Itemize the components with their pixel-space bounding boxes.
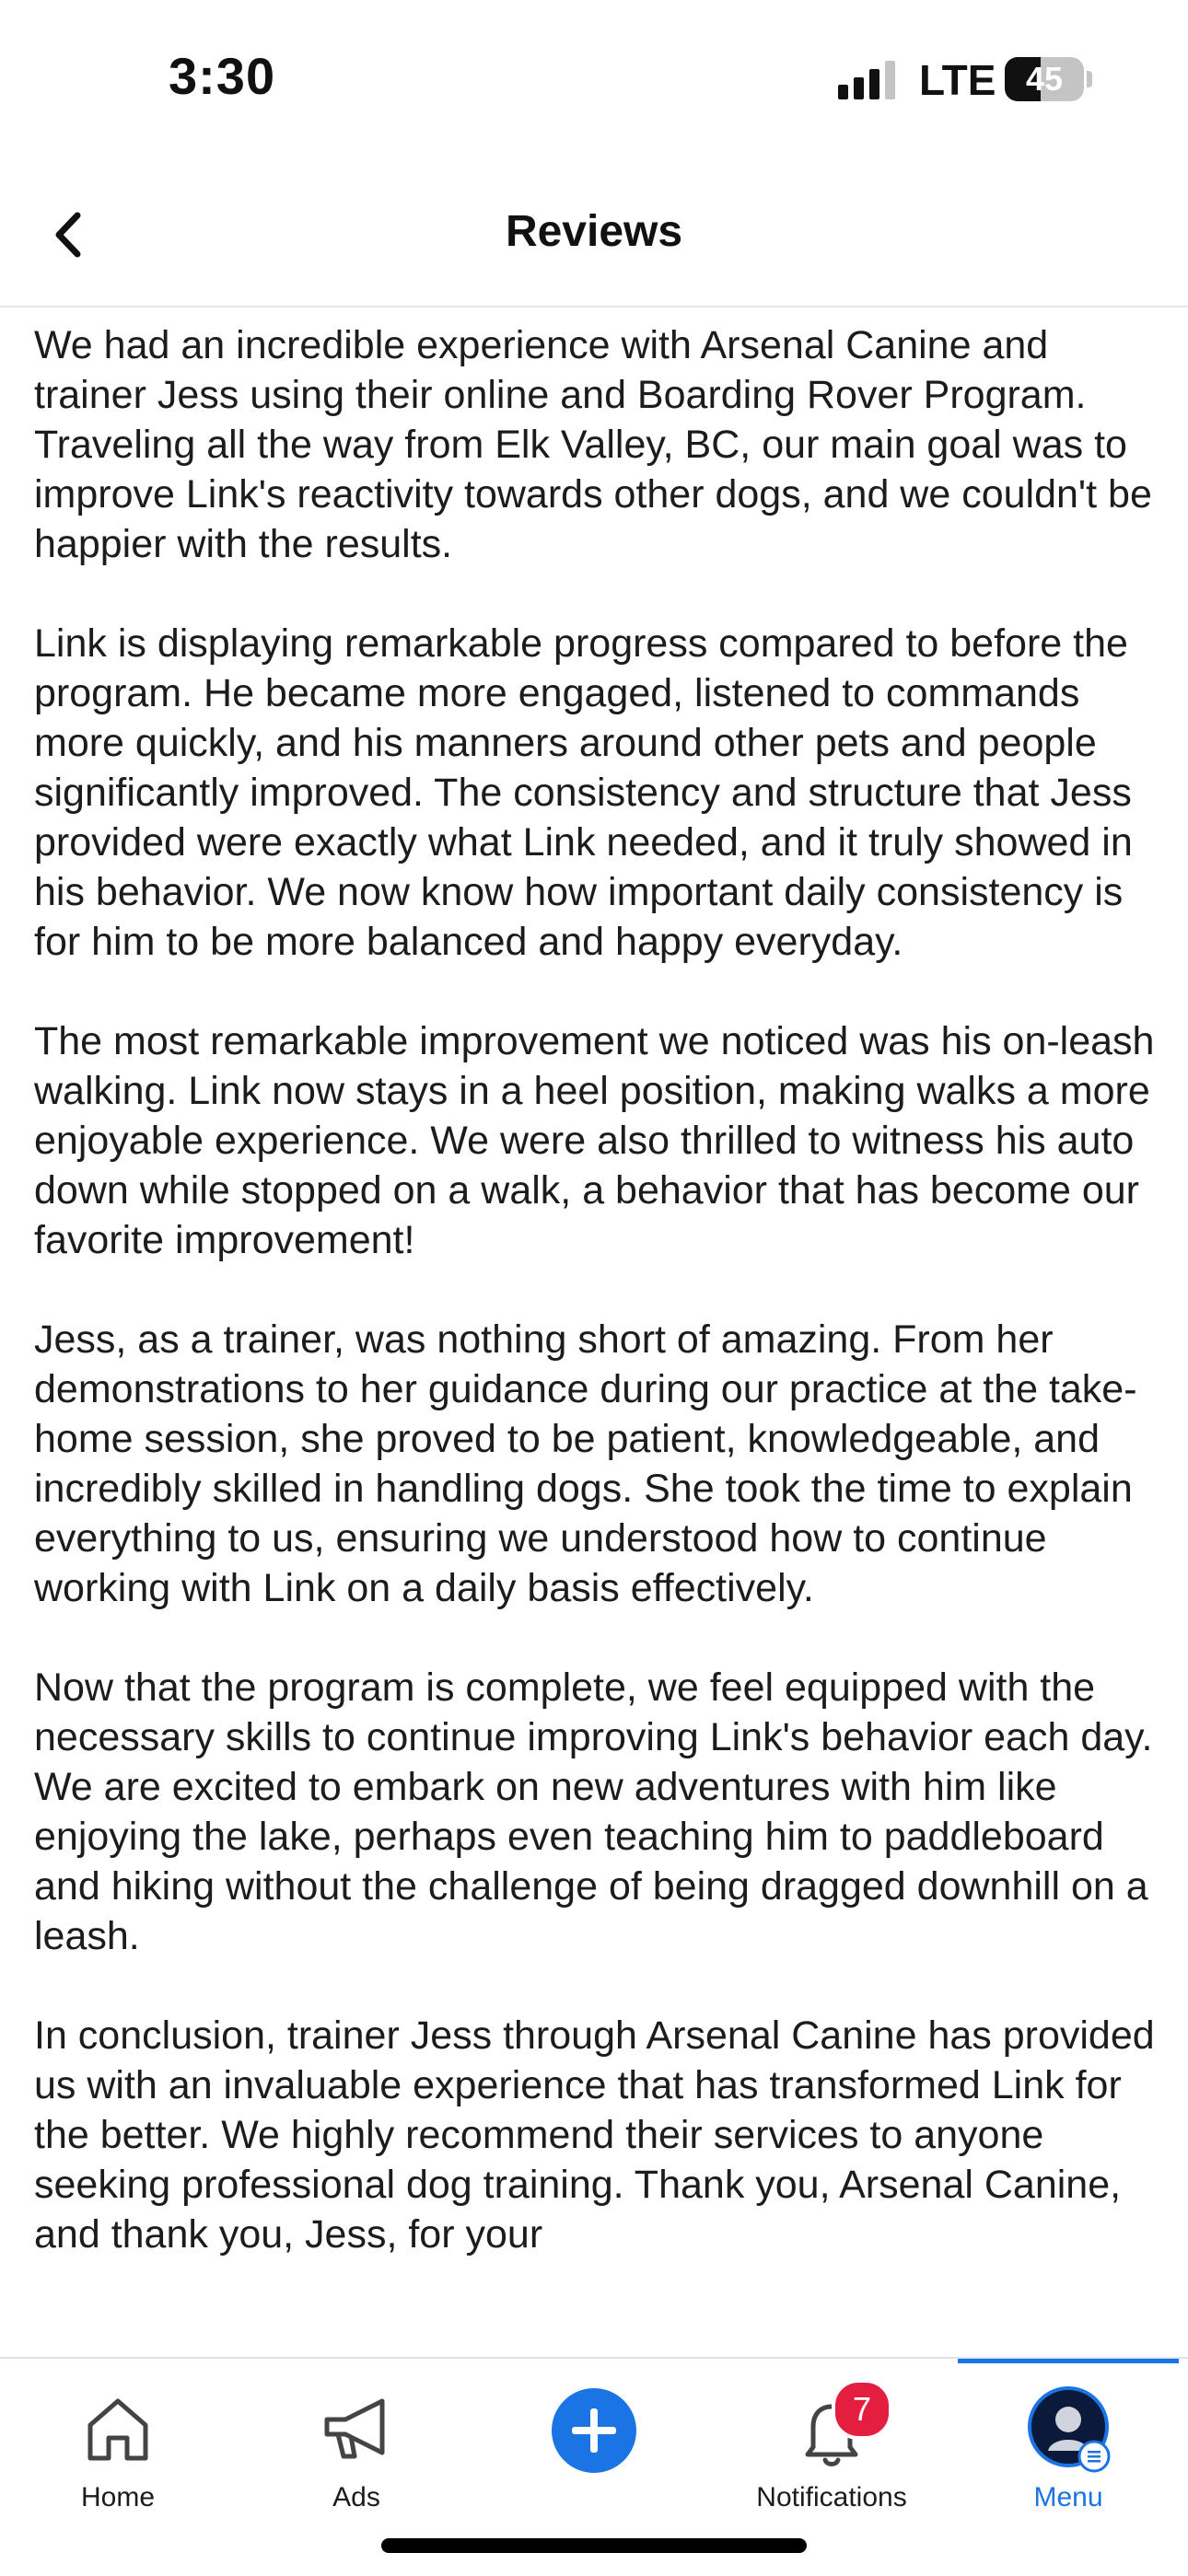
page-title: Reviews <box>505 207 683 256</box>
review-paragraph: In conclusion, trainer Jess through Arsenal Canine has provided us with an invaluable experience that has transformed Link for the better. We highly recommend their services to anyone seeking professional dog training. Thank you, Arsenal Canine, and thank you, Jess, for your <box>34 2013 1155 2257</box>
status-time: 3:30 <box>169 47 276 105</box>
tab-notifications-label: Notifications <box>756 2482 907 2512</box>
review-paragraph: Jess, as a trainer, was nothing short of amazing. From her demonstrations to her guidance during our practice at the take-home session, she proved to be patient, knowledgeable, and incredibly skilled in handling dogs. She took the time to explain everything to us, ensuring we understood how to continue working with Link on a daily basis effectively. <box>34 1317 1137 1610</box>
signal-strength-icon <box>838 61 897 99</box>
megaphone-icon <box>310 2383 402 2475</box>
review-paragraph: Link is displaying remarkable progress compared to before the program. He became more engaged, listened to commands more quickly, and his manners around other pets and people significantly improved. The consistency and structure that Jess provided were exactly what Link needed, and it truly showed in his behavior. We now know how important daily consistency is for him to be more balanced and happy everyday. <box>34 621 1133 964</box>
notification-badge: 7 <box>832 2379 892 2440</box>
tab-ads[interactable] <box>255 2377 458 2524</box>
tab-home[interactable] <box>17 2377 219 2524</box>
tab-ads-label: Ads <box>332 2482 380 2512</box>
home-indicator[interactable] <box>381 2538 807 2553</box>
network-type: LTE <box>919 56 996 104</box>
review-paragraph: We had an incredible experience with Arsenal Canine and trainer Jess using their online and Boarding Rover Program. Traveling all the way from Elk Valley, BC, our main goal was to improve Link's reactivity towards other dogs, and we couldn't be happier with the results. <box>34 323 1152 566</box>
profile-avatar-icon <box>1022 2383 1114 2475</box>
tab-menu-label: Menu <box>1033 2482 1103 2512</box>
tab-menu[interactable] <box>967 2377 1170 2524</box>
review-paragraph: Now that the program is complete, we feel equipped with the necessary skills to continue improving Link's behavior each day. We are excited to embark on new adventures with him like enjoying the lake, perhaps even teaching him to paddleboard and hiking without the challenge of being dragged downhill on a leash. <box>34 1665 1153 1958</box>
plus-circle-icon <box>548 2383 640 2475</box>
home-icon <box>72 2383 164 2475</box>
review-paragraph: The most remarkable improvement we noticed was his on-leash walking. Link now stays in a heel position, making walks a more enjoyable experience. We were also thrilled to witness his auto down while stopped on a walk, a behavior that has become our favorite improvement! <box>34 1019 1155 1262</box>
battery-icon <box>1005 57 1084 101</box>
navigation-bar <box>0 175 1188 307</box>
status-bar <box>0 0 1188 157</box>
tab-notifications[interactable] <box>730 2377 933 2524</box>
review-text-container[interactable] <box>34 320 1162 2357</box>
tab-home-label: Home <box>80 2482 156 2512</box>
active-tab-indicator <box>958 2359 1179 2363</box>
create-button[interactable] <box>493 2377 695 2524</box>
battery-tip <box>1087 71 1092 87</box>
battery-level: 45 <box>1025 60 1064 98</box>
